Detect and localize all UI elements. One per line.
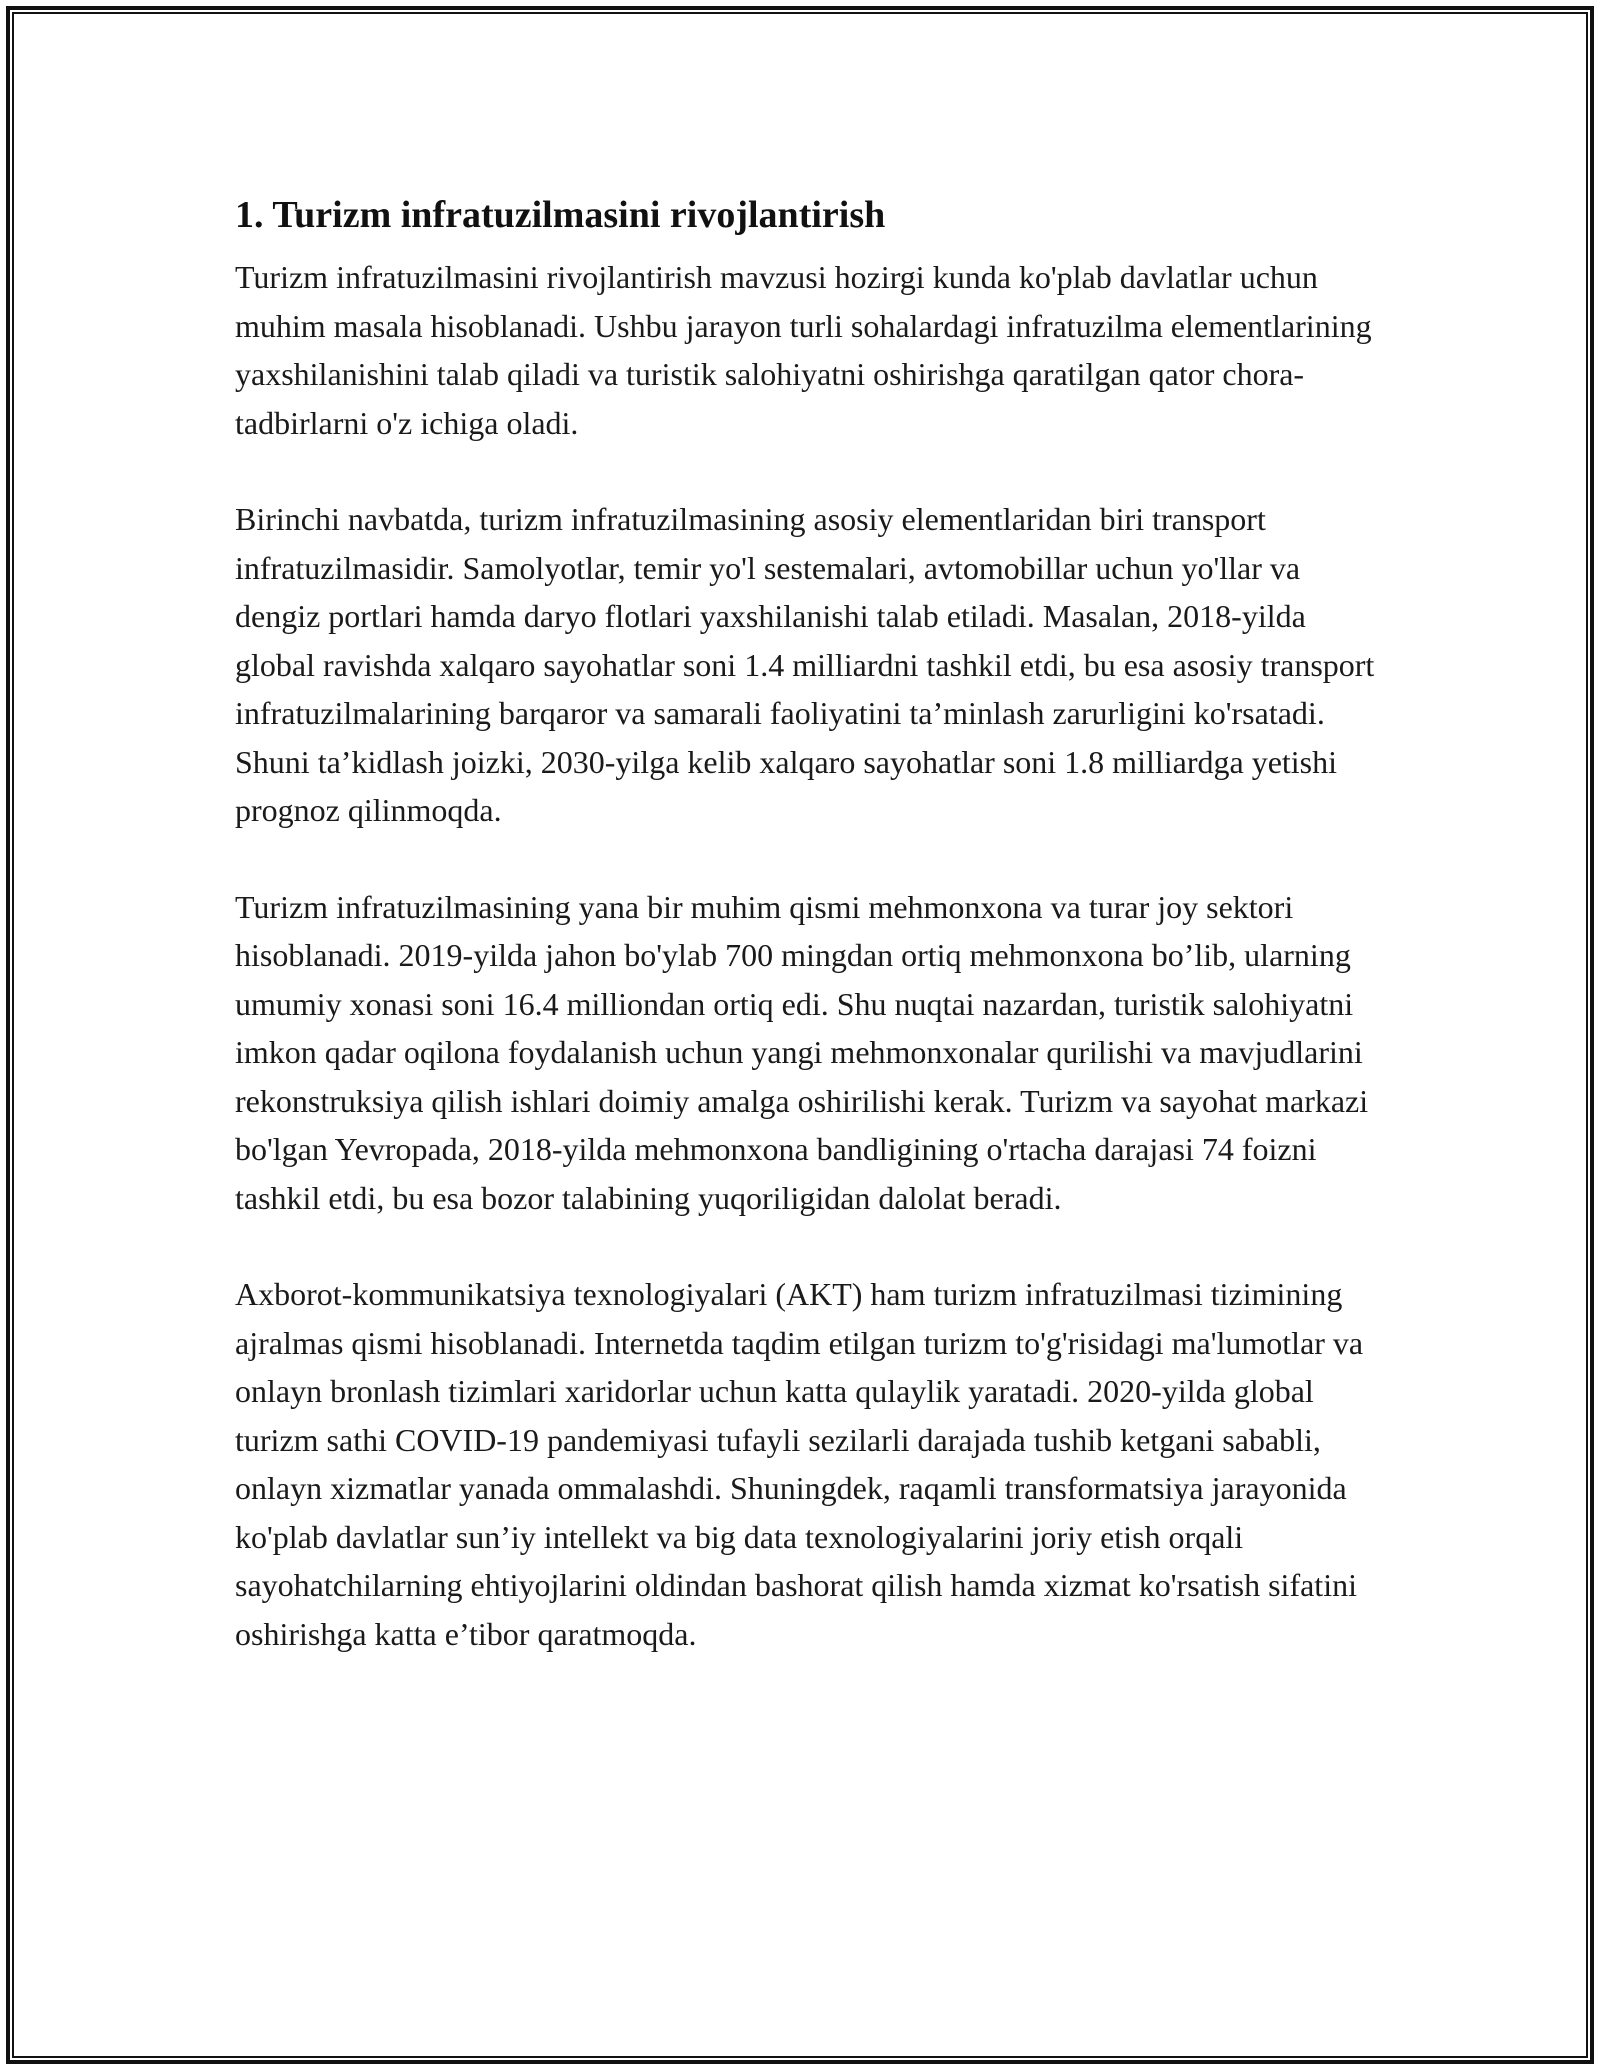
section-heading: 1. Turizm infratuzilmasini rivojlantirish	[235, 194, 886, 236]
paragraph-transport: Birinchi navbatda, turizm infratuzilmasining asosiy elementlaridan biri transport infratuzilmasidir. Samolyotlar, temir yo'l sestemalari, avtomobillar uchun yo'llar va dengiz portlari hamda daryo flotlari yaxshilanishi talab etiladi. Masalan, 2018-yilda global ravishda xalqaro sayohatlar soni 1.4 milliardni tashkil etdi, bu esa asosiy transport infratuzilmalarining barqaror va samarali faoliyatini ta’minlash zarurligini ko'rsatadi. Shuni ta’kidlash joizki, 2030-yilga kelib xalqaro sayohatlar soni 1.8 milliardga yetishi prognoz qilinmoqda.	[235, 501, 1375, 828]
paragraph-ict: Axborot-kommunikatsiya texnologiyalari (AKT) ham turizm infratuzilmasi tizimining ajralmas qismi hisoblanadi. Internetda taqdim etilgan turizm to'g'risidagi ma'lumotlar va onlayn bronlash tizimlari xaridorlar uchun katta qulaylik yaratadi. 2020-yilda global turizm sathi COVID-19 pandemiyasi tufayli sezilarli darajada tushib ketgani sababli, onlayn xizmatlar yanada ommalashdi. Shuningdek, raqamli transformatsiya jarayonida ko'plab davlatlar sun’iy intellekt va big data texnologiyalarini joriy etish orqali sayohatchilarning ehtiyojlarini oldindan bashorat qilish hamda xizmat ko'rsatish sifatini oshirishga katta e’tibor qaratmoqda.	[235, 1276, 1364, 1652]
document-body	[235, 185, 1375, 1706]
paragraph-intro: Turizm infratuzilmasini rivojlantirish mavzusi hozirgi kunda ko'plab davlatlar uchun muhim masala hisoblanadi. Ushbu jarayon turli sohalardagi infratuzilma elementlarining yaxshilanishini talab qiladi va turistik salohiyatni oshirishga qaratilgan qator chora-tadbirlarni o'z ichiga oladi.	[235, 259, 1372, 441]
paragraph-hotels: Turizm infratuzilmasining yana bir muhim qismi mehmonxona va turar joy sektori hisoblanadi. 2019-yilda jahon bo'ylab 700 mingdan ortiq mehmonxona bo’lib, ularning umumiy xonasi soni 16.4 milliondan ortiq edi. Shu nuqtai nazardan, turistik salohiyatni imkon qadar oqilona foydalanish uchun yangi mehmonxonalar qurilishi va mavjudlarini rekonstruksiya qilish ishlari doimiy amalga oshirilishi kerak. Turizm va sayohat markazi bo'lgan Yevropada, 2018-yilda mehmonxona bandligining o'rtacha darajasi 74 foizni tashkil etdi, bu esa bozor talabining yuqoriligidan dalolat beradi.	[235, 888, 1369, 1216]
